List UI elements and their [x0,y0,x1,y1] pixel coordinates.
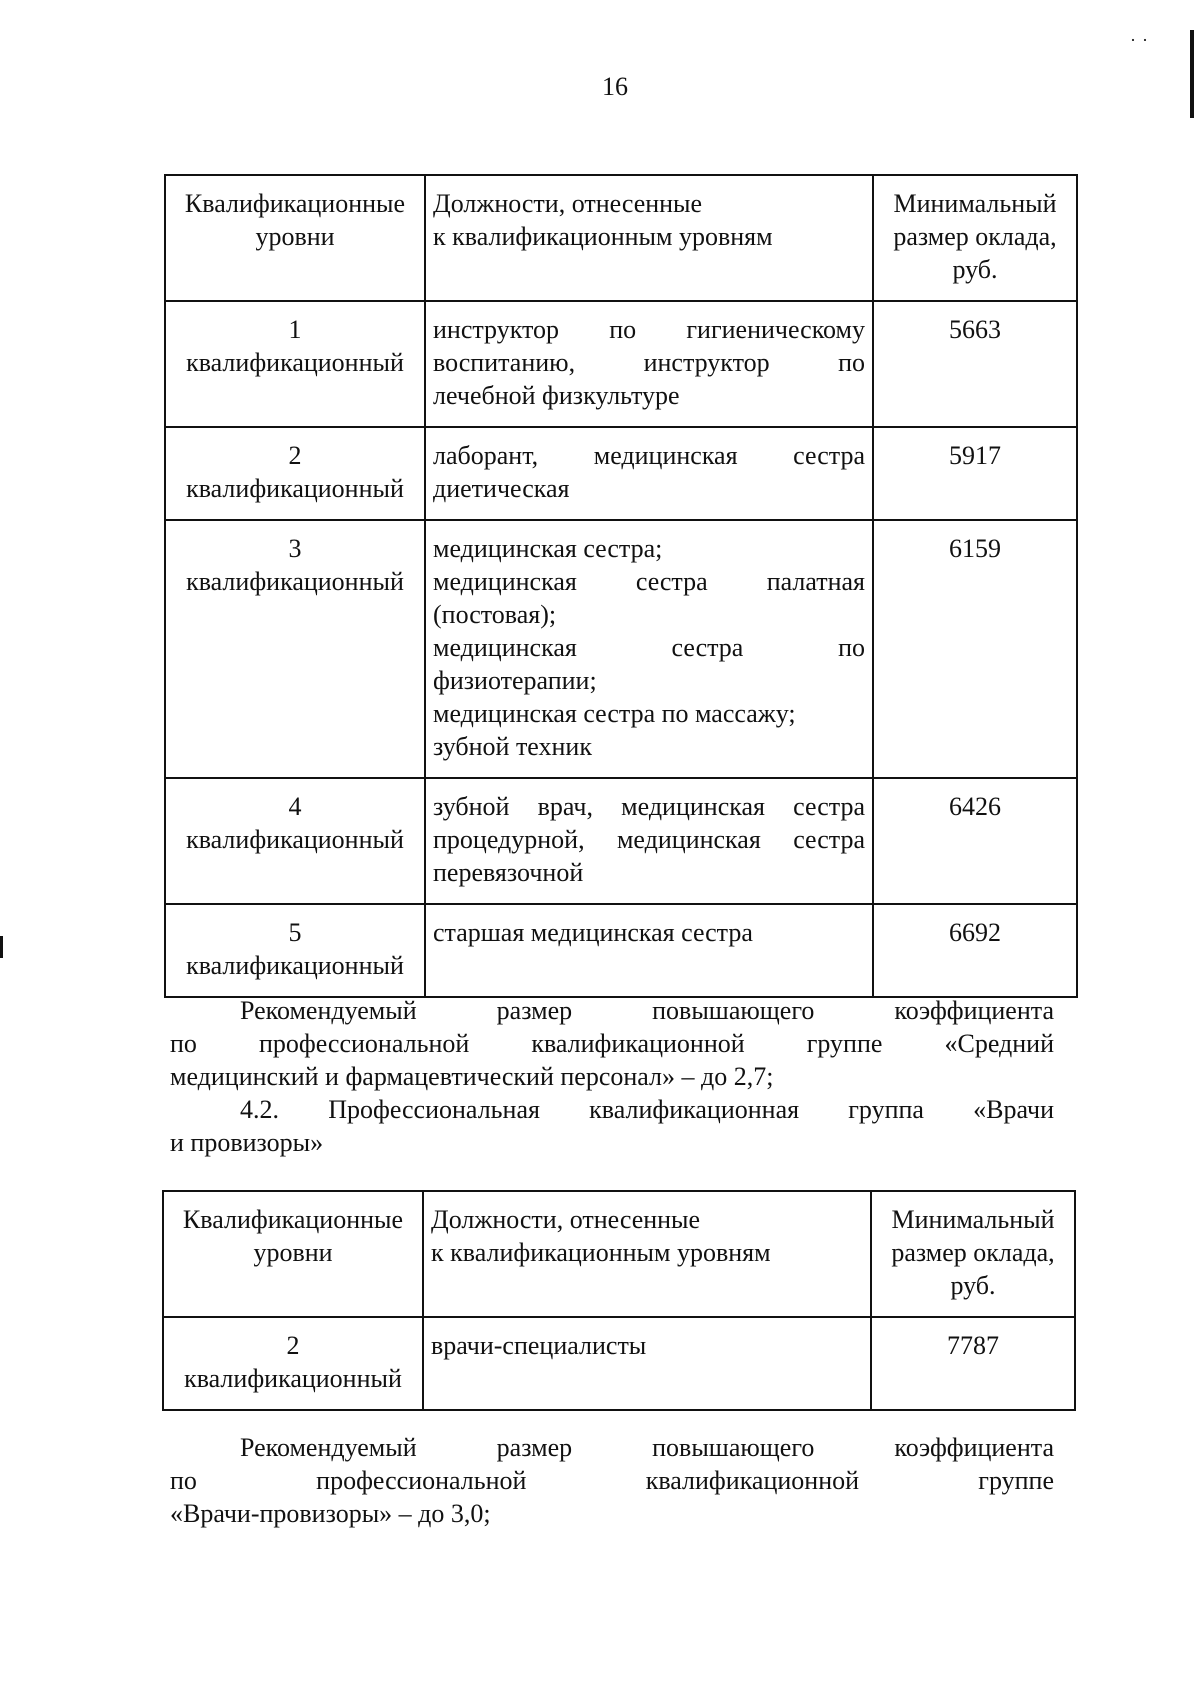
paragraph-line: «Врачи-провизоры» – до 3,0; [170,1499,491,1528]
page-number: 16 [602,72,628,101]
positions-cell [425,427,873,520]
scan-left-mark [0,936,3,958]
position-line: медицинская сестра; [433,534,663,563]
level-number: 1 [288,315,302,344]
header-text: Должности, отнесенные [431,1205,701,1234]
header-salary [873,175,1077,301]
header-levels [165,175,425,301]
paragraph-line: по профессиональной квалификационной группе «Средний [170,1029,1054,1058]
level-word: квалификационный [186,348,404,377]
position-line: медицинская сестра по массажу; [433,699,796,728]
level-number: 2 [288,441,302,470]
level-word: квалификационный [184,1364,402,1393]
header-text: размер оклада, [893,222,1057,251]
table-header-row [165,175,1077,301]
level-number: 3 [288,534,302,563]
level-cell [165,520,425,778]
scan-artifact-dots: ·· [1130,30,1154,50]
positions-cell [425,904,873,997]
level-cell [163,1317,423,1410]
position-line: врачи-специалисты [431,1331,647,1360]
positions-cell [425,301,873,427]
section-heading-4-2 [170,1093,1054,1159]
level-word: квалификационный [186,951,404,980]
header-text: к квалификационным уровням [431,1238,771,1267]
scan-edge-mark [1190,30,1194,118]
table-row [165,520,1077,778]
level-cell [165,778,425,904]
salary-cell: 6159 [873,520,1077,778]
header-salary [871,1191,1075,1317]
coefficient-paragraph-nursing [170,994,1054,1093]
level-word: квалификационный [186,567,404,596]
positions-cell [423,1317,871,1410]
header-text: Минимальный [891,1205,1055,1234]
level-number: 2 [286,1331,300,1360]
salary-cell: 6426 [873,778,1077,904]
table-row [163,1317,1075,1410]
header-text: Минимальный [893,189,1057,218]
header-text: Квалификационные [182,1205,404,1234]
position-line: (постовая); [433,600,557,629]
position-line: перевязочной [433,858,584,887]
paragraph-line: Рекомендуемый размер повышающего коэффициента [240,1433,1054,1462]
position-line: медицинская сестра по [433,633,865,662]
salary-cell: 5917 [873,427,1077,520]
position-line: диетическая [433,474,570,503]
salary-cell: 7787 [871,1317,1075,1410]
paragraph-line: Рекомендуемый размер повышающего коэффициента [240,996,1054,1025]
table-row [165,904,1077,997]
position-line: зубной техник [433,732,592,761]
positions-cell [425,778,873,904]
header-text: размер оклада, [891,1238,1055,1267]
position-line: медицинская сестра палатная [433,567,865,596]
level-cell [165,427,425,520]
paragraph-line: медицинский и фармацевтический персонал» – до 2,7; [170,1062,774,1091]
table-row [165,427,1077,520]
table-header-row [163,1191,1075,1317]
header-text: Квалификационные [184,189,406,218]
level-cell [165,301,425,427]
position-line: физиотерапии; [433,666,597,695]
positions-cell [425,520,873,778]
header-positions [423,1191,871,1317]
position-line: лечебной физкультуре [433,381,680,410]
header-text: руб. [952,255,998,284]
salary-cell: 5663 [873,301,1077,427]
paragraph-line: 4.2. Профессиональная квалификационная группа «Врачи [240,1095,1054,1124]
qualification-table-doctors [162,1190,1076,1411]
header-text: уровни [253,1238,333,1267]
position-line: процедурной, медицинская сестра [433,825,865,854]
table-row [165,301,1077,427]
level-number: 5 [288,918,302,947]
coefficient-paragraph-doctors [170,1431,1054,1530]
header-positions [425,175,873,301]
level-number: 4 [288,792,302,821]
level-cell [165,904,425,997]
table-row [165,778,1077,904]
header-text: Должности, отнесенные [433,189,703,218]
paragraph-line: и провизоры» [170,1128,324,1157]
paragraph-line: по профессиональной квалификационной группе [170,1466,1054,1495]
level-word: квалификационный [186,825,404,854]
header-text: уровни [255,222,335,251]
salary-cell: 6692 [873,904,1077,997]
position-line: инструктор по гигиеническому [433,315,865,344]
header-text: руб. [950,1271,996,1300]
position-line: старшая медицинская сестра [433,918,753,947]
position-line: зубной врач, медицинская сестра [433,792,865,821]
qualification-table-nursing [164,174,1078,998]
header-levels [163,1191,423,1317]
position-line: лаборант, медицинская сестра [433,441,865,470]
position-line: воспитанию, инструктор по [433,348,865,377]
header-text: к квалификационным уровням [433,222,773,251]
level-word: квалификационный [186,474,404,503]
